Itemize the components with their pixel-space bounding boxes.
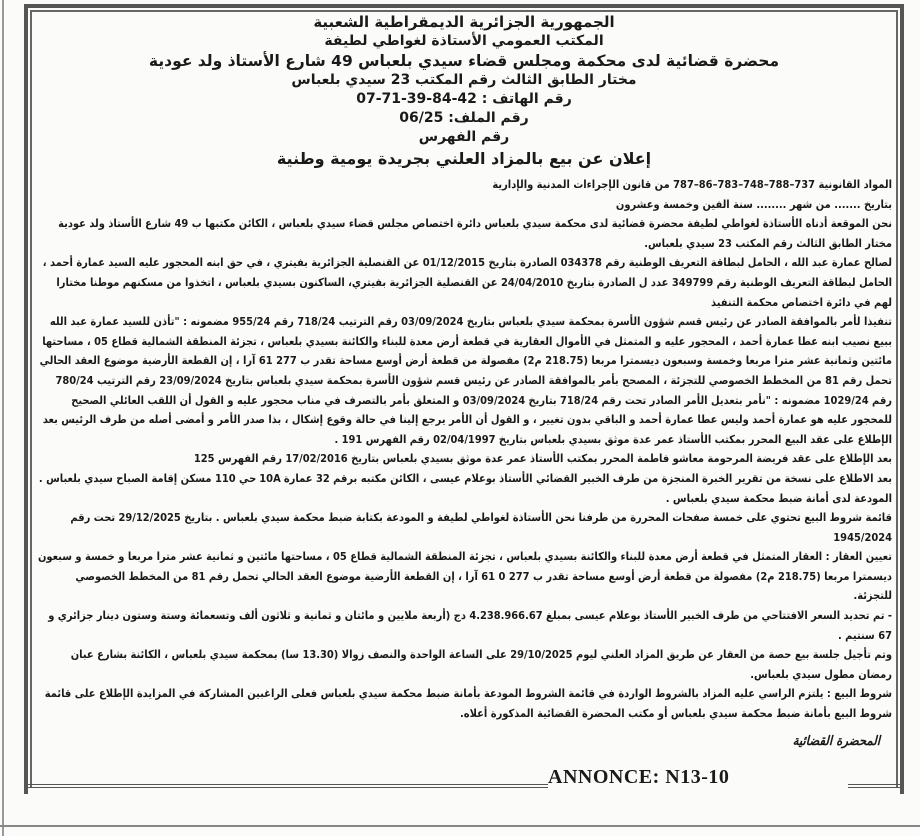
bottom-border-left [24, 784, 548, 788]
sale-terms-paragraph: شروط البيع : يلتزم الراسي عليه المزاد بالشروط الواردة في قائمة الشروط المودعة بأمانة ضبط محكمة سيدي بلعباس فعلى الراغبين المشاركة في المزايدة الإطلاع على قائمة شروط البيع بأمانة ضبط محكمة سيدي بلعباس أو مكتب المحضرة القضائية المذكورة أعلاه. [44, 687, 892, 721]
office-address-line-2: مختار الطابق الثالث رقم المكتب 23 سيدي بلعباس [291, 72, 637, 88]
inheritance-deed-paragraph: بعد الإطلاع على عقد فريضة المرحومة معاشو فاطمة المحرر بمكتب الأستاذ عمر عدة موثق بسيدي بلعباس بتاريخ 17/02/2016 رقم الفهرس 125 [193, 452, 892, 466]
property-designation-paragraph: تعيين العقار : العقار المتمثل في قطعة أرض معدة للبناء والكائنة بسيدي بلعباس ، تجزئة المنطقة الشمالية قطاع 05 ، مساحتها مائتين و ثمانية عشر مترا مربعا و خمسة و سبعون ديسمترا مربعا (218.75 م2) مفصولة من قطعة أرض أوسع مساحة تقدر ب 277 0 61 آرا ، إن القطعة الأرضية موضوع العقد الحالي تحمل رقم 81 من المخطط الخصوصي للتجزئة. [37, 550, 892, 603]
beneficiary-paragraph: لصالح عمارة عبد الله ، الحامل لبطاقة التعريف الوطنية رقم 034378 الصادرة بتاريخ 01/12/2015 عن القنصلية الجزائرية بفيتري ، في حق ابنه المحجور عليه السيد عمارة أحمد ، الحامل لبطاقة التعريف الوطنية رقم 349799 عدد ل الصادرة بتاريخ 24/04/2010 عن القنصلية الجزائرية بفيتري، الساكنون بسيدي بلعباس ، اتخذوا من مسكنهم موطنا مختارا لهم في دائرة اختصاص محكمة التنفيذ [42, 256, 892, 309]
office-name: المكتب العمومي الأستاذة لغواطي لطيفة [324, 33, 604, 49]
file-number: رقم الملف: 06/25 [399, 110, 529, 126]
court-order-paragraph: تنفيذا لأمر بالموافقة الصادر عن رئيس قسم شؤون الأسرة بمحكمة سيدي بلعباس بتاريخ 03/09/2024 رقم الترتيب 718/24 رقم 955/24 مضمونه : "تأذن للسيد عمارة عبد الله ببيع نصيب ابنه عطا عمارة أحمد ، المحجور عليه و المتمثل في الأموال العقارية في قطعة أرض معدة للبناء والكائنة بسيدي بلعباس ، تجزئة المنطقة الشمالية قطاع 05 ، مساحتها مائتين وثمانية عشر مترا مربعا وخمسة وسبعون ديسمترا مربعا (218.75 م2) مفصولة من قطعة أرض أوسع مساحة تقدر ب 277 61 آرا ، إن القطعة الأرضية موضوع العقد الحالي تحمل رقم 81 من المخطط الخصوصي للتجزئة ، المصحح بأمر بالموافقة الصادر عن رئيس قسم شؤون الأسرة بمحكمة سيدي بلعباس بتاريخ 23/09/2024 رقم الترتيب 780/24 رقم 1029/24 مضمونه : "نأمر بتعديل الأمر الصادر تحت رقم 718/24 بتاريخ 03/09/2024 و المتعلق بأمر بالتصرف في مناب محجور عليه و القول أن اللقب العائلي الصحيح للمحجور عليه هو عمارة أحمد وليس عطا عمارة أحمد و الباقي بدون تغيير ، و القول أن الأمر يرجع إلينا في حالة وقوع إشكال ، بذا صدر الأمر و أمضى أصله من طرف الرئيس بعد الإطلاع على عقد البيع المحرر بمكتب الأستاذ عمر عدة موثق بسيدي بلعباس بتاريخ 02/04/1997 رقم الفهرس 191 . [39, 315, 892, 446]
page-separator-rule [0, 825, 920, 827]
announcement-text [36, 175, 892, 751]
announcement-number: ANNONCE: N13-10 [548, 766, 730, 788]
bottom-border-right [848, 784, 904, 788]
phone-number: رقم الهاتف : 42-84-39-71-07 [356, 91, 572, 107]
legal-articles: المواد القانونية 737–788–748–783–86–787 من قانون الإجراءات المدنية والإدارية [492, 178, 892, 191]
office-address-line-1: محضرة قضائية لدى محكمة ومجلس قضاء سيدي بلعباس 49 شارع الأستاذ ولد عودية [148, 52, 780, 70]
date-line: بتاريخ ....... من شهر ........ سنة الفين وخمسة وعشرون [615, 197, 892, 211]
announcement-header [36, 12, 892, 169]
announcement-body [36, 12, 892, 751]
signature: المحضرة القضائية [792, 733, 880, 749]
auction-session-paragraph: وتم تأجيل جلسة بيع حصة من العقار عن طريق المزاد العلني ليوم 29/10/2025 على الساعة الواحدة والنصف زوالا (13.30 سا) بمحكمة سيدي بلعباس ، الكائنة بشارع عبان رمضان مطول سيدي بلعباس. [70, 648, 892, 681]
announcement-title: إعلان عن بيع بالمزاد العلني بجريدة يومية وطنية [276, 149, 652, 168]
republic-title: الجمهورية الجزائرية الديمقراطية الشعبية [313, 13, 615, 31]
index-number-label: رقم الفهرس [418, 129, 510, 145]
sale-conditions-list-paragraph: قائمة شروط البيع تحتوي على خمسة صفحات المحررة من طرفنا نحن الأستاذة لغواطي لطيفة و المودعة بكتابة ضبط محكمة سيدي بلعباس . بتاريخ 29/12/2025 تحت رقم 1945/2024 [70, 511, 892, 544]
page-edge-line [2, 0, 4, 836]
expert-report-paragraph: بعد الاطلاع على نسخة من تقرير الخبرة المنجزة من طرف الخبير القضائي الأستاذ بوعلام عيسى ، الكائن مكتبه برقم 32 عمارة 10A حي 110 مسكن إقامة الصباح سيدي بلعباس . المودعة لدى أمانة ضبط محكمة سيدي بلعباس . [38, 471, 892, 505]
opening-price-paragraph: - تم تحديد السعر الافتتاحي من طرف الخبير الأستاذ بوعلام عيسى بمبلغ 4.238.966.67 دج (أربعة ملايين و مائتان و ثمانية و ثلاثون ألف وتسعمائة وستة وستون دينار جزائري و 67 سنتيم . [48, 609, 892, 642]
bailiff-intro: نحن الموقعة أدناه الأستاذة لغواطي لطيفة محضرة قضائية لدى محكمة سيدي بلعباس دائرة اختصاص مجلس قضاء سيدي بلعباس ، الكائن مكتبها ب 49 شارع الأستاذ ولد عودية مختار الطابق الثالث رقم المكتب 23 سيدي بلعباس. [58, 217, 892, 250]
